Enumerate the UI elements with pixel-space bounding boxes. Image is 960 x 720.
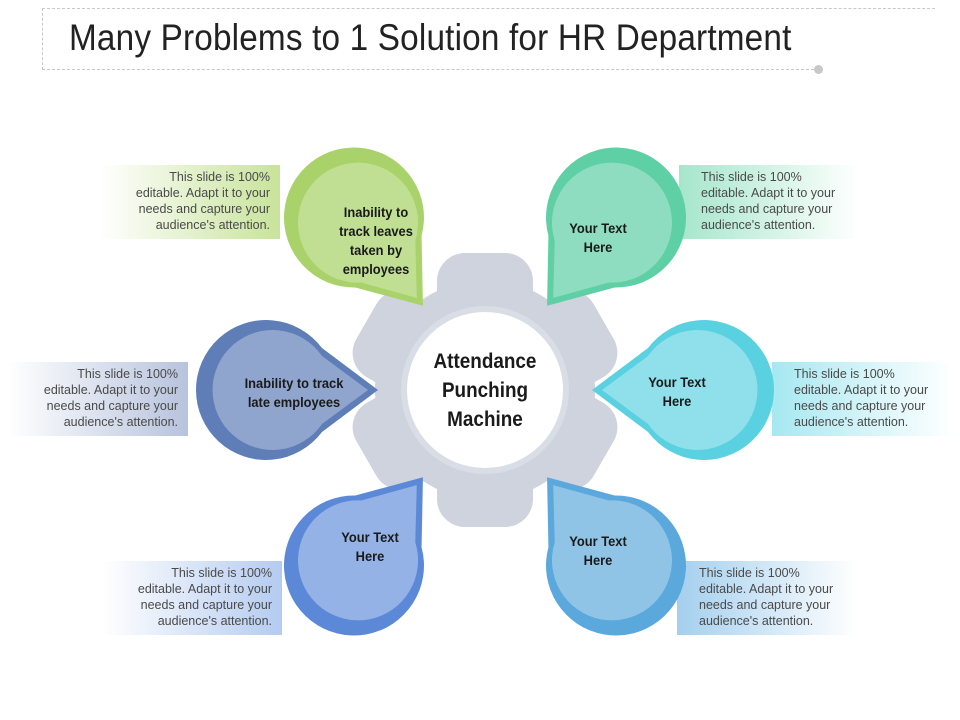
hub-label (413, 310, 557, 470)
petal-label-top-right (543, 198, 653, 278)
note-line: audience's attention. (157, 614, 272, 628)
note-bottom-right (677, 561, 857, 637)
note-line: audience's attention. (794, 415, 909, 429)
note-line: audience's attention. (701, 218, 816, 232)
note-line: needs and capture your (794, 399, 926, 413)
hub-label-line: Attendance (433, 349, 537, 373)
note-line: editable. Adapt it to your (794, 383, 929, 397)
hub-label-line: Machine (447, 407, 523, 431)
note-line: editable. Adapt it to your (135, 186, 270, 200)
note-line: This slide is 100% (701, 170, 802, 184)
note-line: needs and capture your (140, 598, 272, 612)
note-line: This slide is 100% (171, 566, 272, 580)
note-line: editable. Adapt it to your (701, 186, 836, 200)
petal-label-right (622, 352, 732, 432)
note-line: needs and capture your (701, 202, 833, 216)
petal-label-line: Inability to track (244, 375, 344, 391)
petal-label-line: Here (583, 239, 613, 255)
note-line: This slide is 100% (169, 170, 270, 184)
petal-label-line: Here (583, 552, 613, 568)
note-line: This slide is 100% (794, 367, 895, 381)
petal-label-line: Inability to (343, 204, 409, 220)
note-bottom-left (102, 561, 282, 637)
note-top-right (679, 165, 859, 241)
note-left (8, 362, 188, 438)
note-line: This slide is 100% (699, 566, 800, 580)
note-line: editable. Adapt it to your (137, 582, 272, 596)
petal-label-line: Your Text (341, 529, 399, 545)
hub-label-line: Punching (441, 378, 529, 402)
note-line: editable. Adapt it to your (43, 383, 178, 397)
petal-label-line: track leaves (339, 223, 413, 239)
petal-label-top-left (321, 201, 431, 281)
note-top-left (100, 165, 280, 241)
note-line: audience's attention. (63, 415, 178, 429)
note-line: audience's attention. (699, 614, 814, 628)
note-line: needs and capture your (699, 598, 831, 612)
petal-label-bottom-left (315, 507, 425, 587)
petal-label-line: employees (342, 261, 410, 277)
petal-label-line: Here (662, 393, 692, 409)
page-title: Many Problems to 1 Solution for HR Department (69, 17, 792, 58)
note-right (772, 362, 952, 438)
petal-label-line: late employees (247, 394, 341, 410)
note-line: audience's attention. (155, 218, 270, 232)
petal-label-line: Here (355, 548, 385, 564)
note-line: needs and capture your (138, 202, 270, 216)
petal-label-line: Your Text (569, 533, 627, 549)
note-line: needs and capture your (46, 399, 178, 413)
petal-label-line: Your Text (569, 220, 627, 236)
note-line: This slide is 100% (77, 367, 178, 381)
note-line: editable. Adapt it to your (699, 582, 834, 596)
petal-label-line: Your Text (648, 374, 706, 390)
petal-label-bottom-right (543, 511, 653, 591)
petal-label-line: taken by (349, 242, 403, 258)
petal-label-left (230, 353, 359, 433)
